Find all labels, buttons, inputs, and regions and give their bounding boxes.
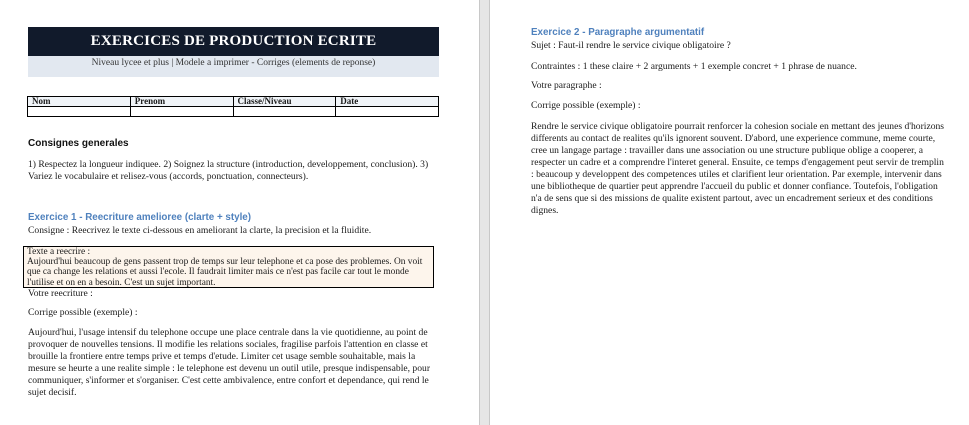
corrige-text-1: Aujourd'hui, l'usage intensif du telephone occupe une place centrale dans la vie quotidienne, au point de provoquer de nouvelles tensions. Il modifie les relations sociales, fragilise parfois l'attention en classe et brouille la frontiere entre temps prive et temps d'etude. Limiter cet usage semble souhaitable, mais la mesure se heurte a une realite simple : le telephone est devenu un outil utile, presque indispensable, pour communiquer, s'informer et s'organiser. C'est cette ambivalence, entre confort et dependance, qui rend le sujet decisif. [28, 327, 431, 398]
corrige-label-2: Corrige possible (exemple) : [531, 100, 641, 111]
exercise-1-consigne: Consigne : Reecrivez le texte ci-dessous en ameliorant la clarte, la precision et la fluidite. [28, 225, 372, 236]
exercise-2-sujet: Sujet : Faut-il rendre le service civique obligatoire ? [531, 40, 731, 51]
consignes-heading: Consignes generales [28, 138, 129, 149]
document-title: EXERCICES DE PRODUCTION ECRITE [28, 27, 439, 56]
exercise-2-contraintes: Contraintes : 1 these claire + 2 arguments + 1 exemple concret + 1 phrase de nuance. [531, 61, 857, 72]
nom-field[interactable] [28, 107, 131, 117]
page-separator [479, 0, 490, 425]
answer-label-2: Votre paragraphe : [531, 80, 602, 91]
document-subtitle: Niveau lycee et plus | Modele a imprimer - Corriges (elements de reponse) [28, 56, 439, 77]
source-text-label: Texte a reecrire : [27, 247, 91, 257]
source-text-box [23, 246, 434, 288]
column-header-date: Date [336, 97, 439, 107]
corrige-label-1: Corrige possible (exemple) : [28, 307, 138, 318]
answer-label-1: Votre reecriture : [28, 288, 93, 299]
table-header-row [28, 97, 439, 107]
column-header-classe: Classe/Niveau [233, 97, 336, 107]
corrige-text-2: Rendre le service civique obligatoire pourrait renforcer la cohesion sociale en mettant des jeunes d'horizons differents au contact de realites qu'ils ignorent souvent. D'abord, une experience commune, meme courte, cree un langage partage : travailler dans une association ou une structure publique oblige a cooperer, a respecter un cadre et a comprendre l'interet general. Ensuite, ce temps d'engagement peut servir de tremplin : beaucoup y developpent des competences utiles et clarifient leur orientation. Par exemple, intervenir dans une bibliotheque de quartier peut apprendre l'accueil du public et donner confiance. Toutefois, l'obligation n'a de sens que si des missions de qualite existent partout, avec un encadrement serieux et des conditions dignes. [531, 121, 945, 216]
classe-field[interactable] [233, 107, 336, 117]
table-row [28, 107, 439, 117]
exercise-1-heading: Exercice 1 - Reecriture amelioree (clarte + style) [28, 212, 252, 223]
consignes-text: 1) Respectez la longueur indiquee. 2) Soignez la structure (introduction, developpement, conclusion). 3) Variez le vocabulaire et relisez-vous (accords, ponctuation, connecteurs). [28, 159, 429, 182]
page-2 [491, 0, 969, 425]
exercise-2-heading: Exercice 2 - Paragraphe argumentatif [531, 27, 705, 38]
date-field[interactable] [336, 107, 439, 117]
column-header-prenom: Prenom [130, 97, 233, 107]
column-header-nom: Nom [28, 97, 131, 107]
source-text: Aujourd'hui beaucoup de gens passent trop de temps sur leur telephone et ca pose des problemes. On voit que ca change les relations et aussi l'ecole. Il faudrait limiter mais ce n'est pas facile car tout le monde l'utilise et on en a besoin. C'est un sujet important. [27, 257, 423, 288]
page-1 [0, 0, 479, 425]
student-info-table [27, 96, 439, 117]
prenom-field[interactable] [130, 107, 233, 117]
